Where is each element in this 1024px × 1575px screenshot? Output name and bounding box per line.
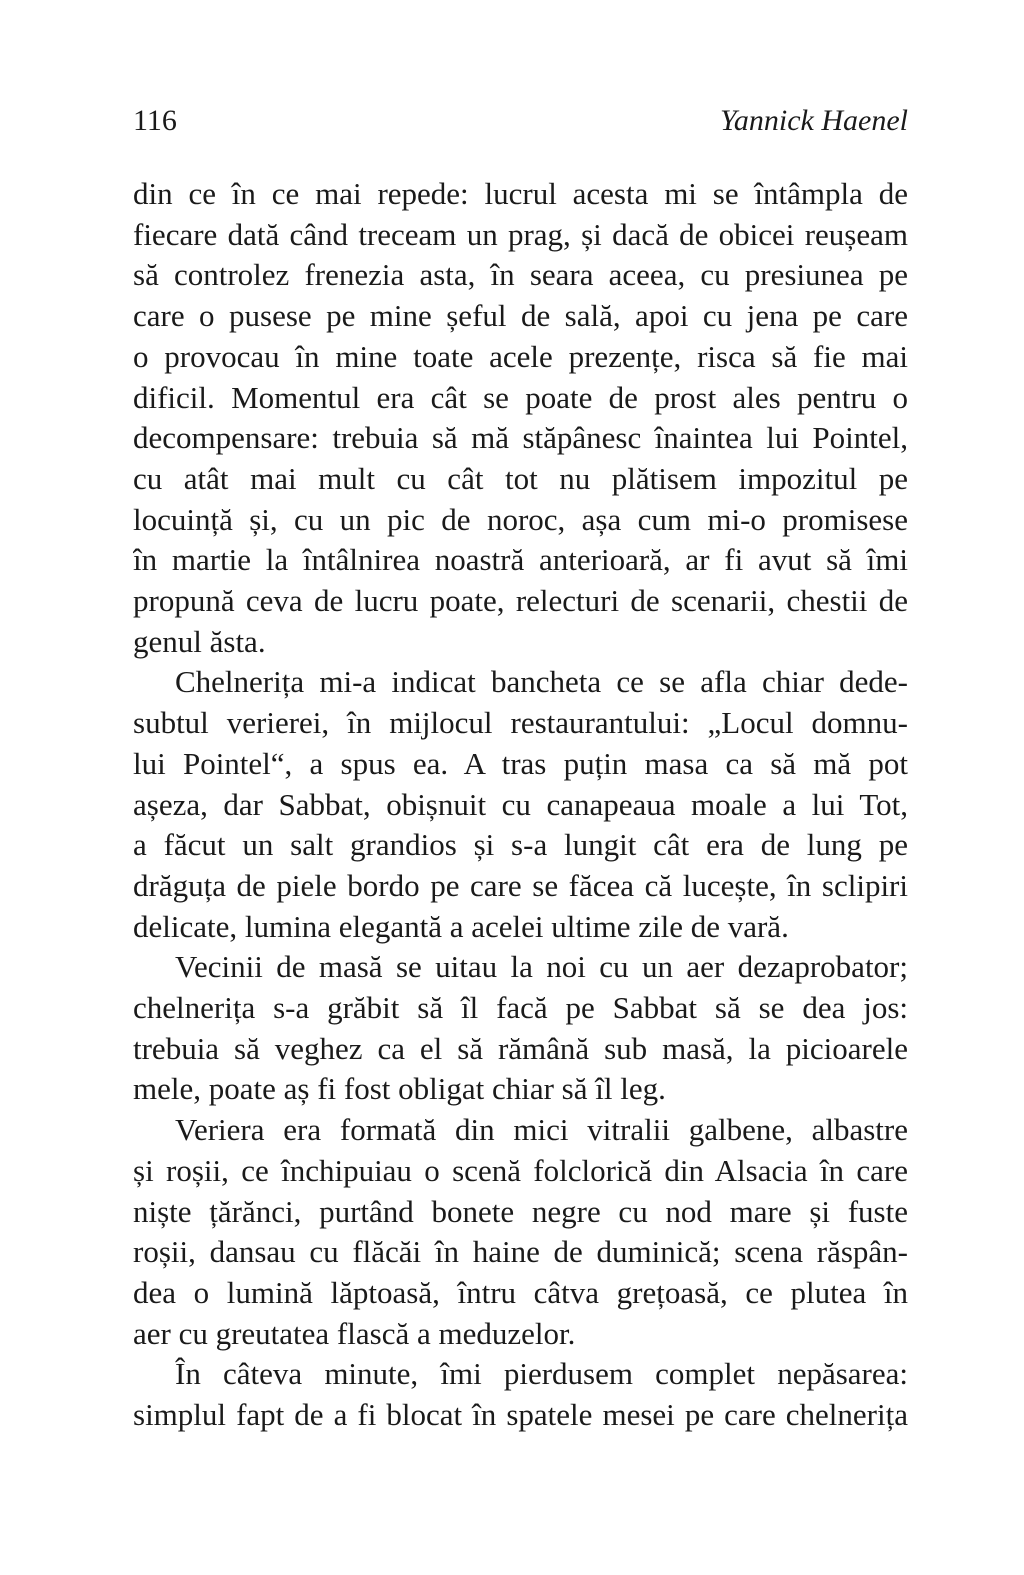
running-header (133, 0, 908, 136)
text-line: În câteva minute, îmi pierdusem complet nepăsarea: (175, 1356, 908, 1392)
text-line: să controlez frenezia asta, în seara aceea, cu presiunea pe (133, 257, 908, 293)
text-line: decompensare: trebuia să mă stăpânesc înaintea lui Pointel, (133, 420, 908, 456)
page-number: 116 (133, 104, 177, 137)
text-line: genul ăsta. (133, 623, 266, 659)
text-line: mele, poate aș fi fost obligat chiar să îl leg. (133, 1071, 666, 1107)
text-line: în martie la întâlnirea noastră anterioară, ar fi avut să îmi (133, 542, 908, 578)
text-line: roșii, dansau cu flăcăi în haine de duminică; scena răspân- (133, 1234, 908, 1270)
text-line: propună ceva de lucru poate, relecturi de scenarii, chestii de (133, 583, 908, 619)
text-line: niște țărănci, purtând bonete negre cu nod mare și fuste (133, 1193, 908, 1229)
text-line: a făcut un salt grandios și s-a lungit cât era de lung pe (133, 827, 908, 863)
text-line: trebuia să veghez ca el să rămână sub masă, la picioarele (133, 1030, 908, 1066)
text-line: drăguța de piele bordo pe care se făcea că lucește, în sclipiri (133, 867, 908, 903)
text-line: simplul fapt de a fi blocat în spatele mesei pe care chelnerița (133, 1397, 908, 1433)
text-line: cu atât mai mult cu cât tot nu plătisem impozitul pe (133, 460, 908, 496)
text-line: chelnerița s-a grăbit să îl facă pe Sabbat să se dea jos: (133, 990, 908, 1026)
paragraph (133, 174, 908, 662)
text-line: Vecinii de masă se uitau la noi cu un aer dezaprobator; (175, 949, 908, 985)
text-line: așeza, dar Sabbat, obișnuit cu canapeaua moale a lui Tot, (133, 786, 908, 822)
author-name: Yannick Haenel (719, 104, 908, 137)
text-line: din ce în ce mai repede: lucrul acesta mi se întâmpla de (133, 176, 908, 211)
text-line: Veriera era formată din mici vitralii galbene, albastre (175, 1112, 908, 1148)
paragraph (133, 1354, 908, 1435)
text-line: care o pusese pe mine șeful de sală, apoi cu jena pe care (133, 298, 908, 334)
text-line: dificil. Momentul era cât se poate de prost ales pentru o (133, 379, 908, 415)
text-line: dea o lumină lăptoasă, întru câtva grețoasă, ce plutea în (133, 1274, 908, 1310)
body-text (133, 174, 908, 1436)
text-line: subtul verierei, în mijlocul restaurantului: „Locul domnu- (133, 705, 908, 741)
text-line: Chelnerița mi-a indicat bancheta ce se afla chiar dede- (175, 664, 908, 700)
paragraph (133, 1110, 908, 1354)
text-line: aer cu greutatea flască a meduzelor. (133, 1315, 576, 1351)
text-line: și roșii, ce închipuiau o scenă folclorică din Alsacia în care (133, 1152, 908, 1188)
text-line: delicate, lumina elegantă a acelei ultime zile de vară. (133, 908, 789, 944)
paragraph (133, 947, 908, 1110)
text-line: locuință și, cu un pic de noroc, așa cum mi-o promisese (133, 501, 908, 537)
text-line: lui Pointel“, a spus ea. A tras puțin masa ca să mă pot (133, 745, 908, 781)
text-line: o provocau în mine toate acele prezențe, risca să fie mai (133, 338, 908, 374)
text-line: fiecare dată când treceam un prag, și dacă de obicei reușeam (133, 216, 908, 252)
paragraph (133, 662, 908, 947)
